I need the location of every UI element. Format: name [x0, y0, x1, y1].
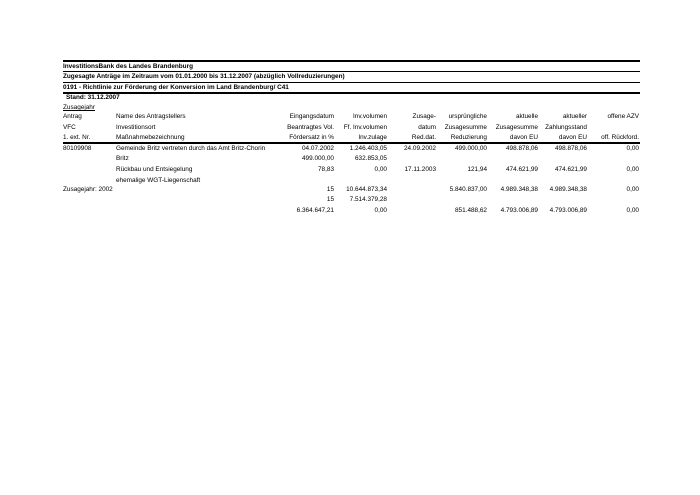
group-label: Zusagejahr — [63, 104, 95, 111]
summary-label: Zusagejahr: 2002 — [63, 186, 113, 193]
col-aktuelle-3: davon EU — [509, 134, 538, 141]
inv-zulage: 0,00 — [374, 166, 387, 173]
col-antrag-3: 1. ext. Nr. — [63, 134, 91, 141]
summary-reduzierung: 851.488,62 — [455, 207, 487, 214]
measure-title: Rückbau und Entsiegelung — [116, 166, 193, 173]
summary-akt: 4.989.348,38 — [500, 186, 538, 193]
col-name-3: Maßnahmebezeichnung — [116, 134, 185, 141]
summary-invzulage: 0,00 — [374, 207, 387, 214]
inv-volumen: 1.246.403,05 — [349, 145, 387, 152]
ff-inv-volumen: 632.853,05 — [355, 155, 387, 162]
col-aktuelle-1: aktuelle — [515, 113, 538, 120]
col-inv-3: Inv.zulage — [358, 134, 387, 141]
summary-zahl-eu: 4.793.006,89 — [549, 207, 587, 214]
akt-zusagesumme: 498.878,06 — [506, 145, 538, 152]
col-zahlung-3: davon EU — [558, 134, 587, 141]
col-name-2: Investitionsort — [116, 124, 156, 131]
col-urspr-1: ursprüngliche — [448, 113, 487, 120]
col-antrag-1: Antrag — [63, 113, 82, 120]
summary-rueckford: 0,00 — [626, 207, 639, 214]
measure-subtitle: ehemalige WGT-Liegenschaft — [116, 177, 201, 184]
report-subtitle: Zugesagte Anträge im Zeitraum vom 01.01.2000 bis 31.12.2007 (abzüglich Vollreduzierungen) — [63, 73, 345, 80]
applicant-name: Gemeinde Britz vertreten durch das Amt Britz-Chorin — [116, 145, 266, 152]
col-antrag-2: VFC — [63, 124, 76, 131]
summary-count-1: 15 — [326, 186, 334, 193]
col-zusage-3: Red.dat. — [411, 134, 436, 141]
col-inv-1: Inv.volumen — [353, 113, 387, 120]
urspr-zusagesumme: 499.000,00 — [455, 145, 487, 152]
zusagedatum: 24.09.2002 — [404, 145, 436, 152]
red-datum: 17.11.2003 — [404, 166, 436, 173]
investment-location: Britz — [116, 155, 129, 162]
off-rueckford: 0,00 — [626, 166, 639, 173]
summary-beantragt: 6.364.647,21 — [296, 207, 334, 214]
header-rule — [63, 142, 640, 144]
summary-akt-eu: 4.793.006,89 — [500, 207, 538, 214]
beantragtes-volumen: 499.000,00 — [302, 155, 334, 162]
summary-azv: 0,00 — [626, 186, 639, 193]
foerdersatz: 78,83 — [318, 166, 334, 173]
stand-date: Stand: 31.12.2007 — [66, 94, 120, 101]
summary-invvolumen: 10.644.873,34 — [346, 186, 387, 193]
reduzierung: 121,94 — [467, 166, 487, 173]
col-inv-2: Ff. Inv.volumen — [343, 124, 387, 131]
summary-ff-invvolumen: 7.514.379,28 — [349, 196, 387, 203]
col-aktuelle-2: Zusagesumme — [495, 124, 538, 131]
col-azv-1: offene AZV — [607, 113, 639, 120]
summary-urspr: 5.840.837,00 — [449, 186, 487, 193]
col-zahlung-1: aktueller — [562, 113, 587, 120]
col-eingang-3: Fördersatz in % — [289, 134, 334, 141]
col-azv-3: off. Rückford. — [601, 134, 639, 141]
col-urspr-3: Reduzierung — [450, 134, 487, 141]
antrag-number: 80109908 — [63, 145, 92, 152]
rule-2 — [63, 82, 640, 83]
col-zusage-1: Zusage- — [412, 113, 436, 120]
rule-3 — [63, 92, 640, 94]
summary-count-2: 15 — [326, 196, 334, 203]
rule-1 — [63, 71, 640, 72]
summary-zahl: 4.989.348,38 — [549, 186, 587, 193]
bank-title: InvestitionsBank des Landes Brandenburg — [63, 63, 193, 70]
col-urspr-2: Zusagesumme — [444, 124, 487, 131]
top-rule — [63, 60, 640, 62]
zahlung-davon-eu: 474.621,99 — [555, 166, 587, 173]
offene-azv: 0,00 — [626, 145, 639, 152]
zahlungsstand: 498.878,06 — [555, 145, 587, 152]
col-zusage-2: datum — [418, 124, 436, 131]
col-eingang-1: Eingangsdatum — [289, 113, 334, 120]
program-title: 0191 - Richtlinie zur Förderung der Konversion im Land Brandenburg/ C41 — [63, 84, 289, 91]
akt-davon-eu: 474.621,99 — [506, 166, 538, 173]
col-eingang-2: Beantragtes Vol. — [287, 124, 334, 131]
col-zahlung-2: Zahlungsstand — [545, 124, 587, 131]
eingangsdatum: 04.07.2002 — [302, 145, 334, 152]
col-name-1: Name des Antragstellers — [116, 113, 186, 120]
